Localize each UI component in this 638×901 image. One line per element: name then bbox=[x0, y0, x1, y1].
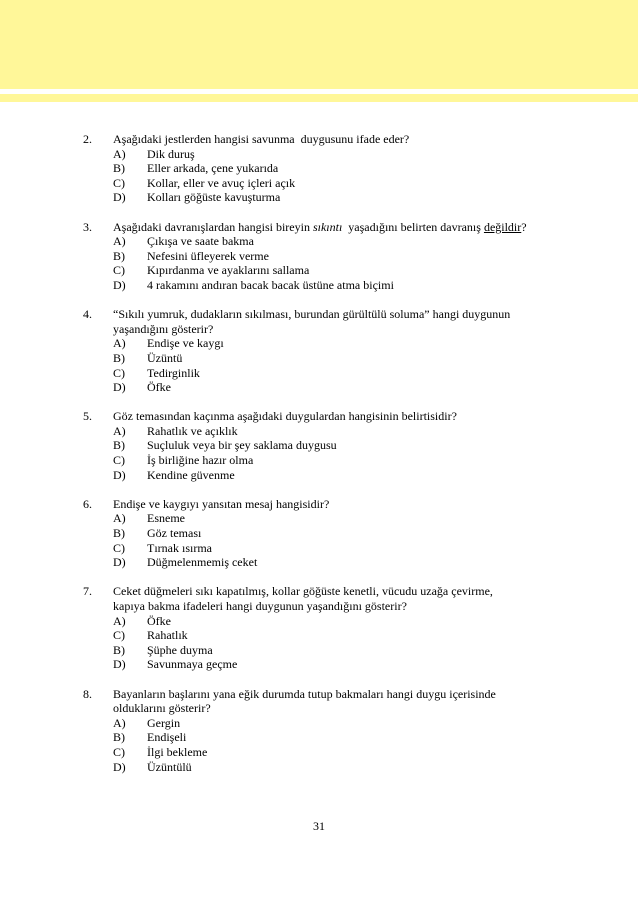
option-letter: D) bbox=[113, 555, 126, 570]
option-letter: B) bbox=[113, 438, 125, 453]
option-c bbox=[113, 263, 638, 278]
option-b bbox=[113, 730, 638, 745]
question-2 bbox=[0, 132, 638, 205]
question-number: 6. bbox=[83, 496, 92, 511]
option-letter: A) bbox=[113, 715, 126, 730]
option-c bbox=[113, 541, 638, 556]
question-text-underlined: değildir bbox=[483, 219, 522, 234]
option-a bbox=[113, 716, 638, 731]
option-a bbox=[113, 424, 638, 439]
option-text: Üzüntü bbox=[147, 350, 183, 365]
question-text: Aşağıdaki jestlerden hangisi savunma duygusunu ifade eder? bbox=[113, 132, 410, 146]
question-text-line: kapıya bakma ifadeleri hangi duygunun yaşandığını gösterir? bbox=[113, 599, 407, 613]
option-a bbox=[113, 511, 638, 526]
header-strip bbox=[0, 94, 638, 102]
question-text bbox=[113, 220, 638, 235]
option-d bbox=[113, 190, 638, 205]
option-text: Kolları göğüste kavuşturma bbox=[147, 190, 281, 205]
option-letter: C) bbox=[113, 540, 125, 555]
option-letter: D) bbox=[113, 467, 126, 482]
option-d bbox=[113, 760, 638, 775]
option-letter: A) bbox=[113, 511, 126, 526]
question-number: 7. bbox=[83, 584, 92, 599]
option-c bbox=[113, 453, 638, 468]
question-8 bbox=[0, 687, 638, 775]
option-letter: A) bbox=[113, 146, 126, 161]
option-text: Nefesini üfleyerek verme bbox=[147, 248, 269, 263]
question-text-line: Ceket düğmeleri sıkı kapatılmış, kollar göğüste kenetli, vücudu uzağa çevirme, bbox=[113, 584, 493, 599]
option-text: Kollar, eller ve avuç içleri açık bbox=[147, 175, 296, 190]
option-text: Rahatlık ve açıklık bbox=[147, 423, 238, 438]
question-body bbox=[113, 497, 638, 570]
option-text: Tırnak ısırma bbox=[147, 540, 212, 555]
question-body bbox=[113, 307, 638, 395]
page-number: 31 bbox=[313, 819, 325, 833]
option-b bbox=[113, 438, 638, 453]
option-letter: A) bbox=[113, 336, 126, 351]
option-letter: C) bbox=[113, 175, 125, 190]
option-a bbox=[113, 614, 638, 629]
option-d bbox=[113, 380, 638, 395]
option-a bbox=[113, 147, 638, 162]
option-text: İş birliğine hazır olma bbox=[147, 453, 254, 468]
option-c bbox=[113, 176, 638, 191]
option-a bbox=[113, 234, 638, 249]
option-letter: B) bbox=[113, 642, 125, 657]
option-a bbox=[113, 336, 638, 351]
option-letter: D) bbox=[113, 380, 126, 395]
option-letter: B) bbox=[113, 730, 125, 745]
question-text: Endişe ve kaygıyı yansıtan mesaj hangisidir? bbox=[113, 496, 330, 511]
question-text-part: yaşadığını belirten davranış bbox=[342, 219, 484, 234]
question-body bbox=[113, 584, 638, 672]
option-d bbox=[113, 555, 638, 570]
option-text: Savunmaya geçme bbox=[147, 657, 238, 672]
question-text-part: ? bbox=[521, 219, 527, 234]
option-b bbox=[113, 526, 638, 541]
option-text: Gergin bbox=[147, 715, 181, 730]
option-text: Göz teması bbox=[147, 526, 202, 541]
option-text: Rahatlık bbox=[147, 628, 188, 643]
option-b bbox=[113, 351, 638, 366]
option-b bbox=[113, 643, 638, 658]
question-body bbox=[113, 220, 638, 293]
question-body bbox=[113, 687, 638, 775]
question-number: 2. bbox=[83, 132, 92, 146]
option-text: Düğmelenmemiş ceket bbox=[147, 555, 258, 570]
question-body bbox=[113, 409, 638, 482]
option-letter: B) bbox=[113, 350, 125, 365]
option-letter: C) bbox=[113, 263, 125, 278]
question-number: 3. bbox=[83, 219, 92, 234]
question-text-line: Bayanların başlarını yana eğik durumda tutup bakmaları hangi duygu içerisinde bbox=[113, 686, 496, 701]
question-7 bbox=[0, 584, 638, 672]
option-letter: D) bbox=[113, 277, 126, 292]
option-c bbox=[113, 745, 638, 760]
question-3 bbox=[0, 220, 638, 293]
option-text: Kıpırdanma ve ayaklarını sallama bbox=[147, 263, 310, 278]
question-number: 4. bbox=[83, 307, 92, 322]
option-text: İlgi bekleme bbox=[147, 744, 208, 759]
header-band bbox=[0, 0, 638, 89]
option-letter: C) bbox=[113, 365, 125, 380]
question-number: 5. bbox=[83, 409, 92, 424]
option-b bbox=[113, 161, 638, 176]
option-letter: D) bbox=[113, 190, 126, 205]
option-b bbox=[113, 249, 638, 264]
question-4 bbox=[0, 307, 638, 395]
option-text: Dik duruş bbox=[147, 146, 195, 161]
option-letter: B) bbox=[113, 248, 125, 263]
option-letter: C) bbox=[113, 628, 125, 643]
option-d bbox=[113, 657, 638, 672]
option-text: Kendine güvenme bbox=[147, 467, 235, 482]
option-d bbox=[113, 278, 638, 293]
option-letter: C) bbox=[113, 453, 125, 468]
option-text: Esneme bbox=[147, 511, 185, 526]
question-6 bbox=[0, 497, 638, 570]
option-text: Çıkışa ve saate bakma bbox=[147, 234, 254, 249]
option-text: Şüphe duyma bbox=[147, 642, 213, 657]
option-d bbox=[113, 468, 638, 483]
option-text: Üzüntülü bbox=[147, 759, 192, 774]
option-text: Eller arkada, çene yukarıda bbox=[147, 161, 279, 176]
option-c bbox=[113, 628, 638, 643]
question-number: 8. bbox=[83, 686, 92, 701]
question-text-italic: sıkıntı bbox=[312, 219, 343, 234]
option-letter: A) bbox=[113, 613, 126, 628]
option-text: Tedirginlik bbox=[147, 365, 200, 380]
option-text: Endişeli bbox=[147, 730, 187, 745]
question-text-line: olduklarını gösterir? bbox=[113, 701, 211, 716]
option-text: Suçluluk veya bir şey saklama duygusu bbox=[147, 438, 337, 453]
question-text: Göz temasından kaçınma aşağıdaki duygulardan hangisinin belirtisidir? bbox=[113, 409, 457, 424]
option-letter: C) bbox=[113, 744, 125, 759]
question-text-line: “Sıkılı yumruk, dudakların sıkılması, burundan gürültülü soluma” hangi duygunun bbox=[113, 307, 511, 322]
option-letter: B) bbox=[113, 161, 125, 176]
option-letter: D) bbox=[113, 657, 126, 672]
option-text: 4 rakamını andıran bacak bacak üstüne atma biçimi bbox=[147, 277, 394, 292]
option-letter: A) bbox=[113, 423, 126, 438]
option-text: Öfke bbox=[147, 380, 171, 395]
question-text-part: Aşağıdaki davranışlardan hangisi bireyin bbox=[113, 219, 313, 234]
option-letter: B) bbox=[113, 526, 125, 541]
question-text-line: yaşandığını gösterir? bbox=[113, 321, 214, 336]
option-letter: A) bbox=[113, 234, 126, 249]
question-body bbox=[113, 132, 638, 205]
quiz-questions bbox=[0, 132, 638, 789]
option-c bbox=[113, 366, 638, 381]
option-text: Öfke bbox=[147, 613, 171, 628]
question-5 bbox=[0, 409, 638, 482]
option-letter: D) bbox=[113, 759, 126, 774]
option-text: Endişe ve kaygı bbox=[147, 336, 224, 351]
